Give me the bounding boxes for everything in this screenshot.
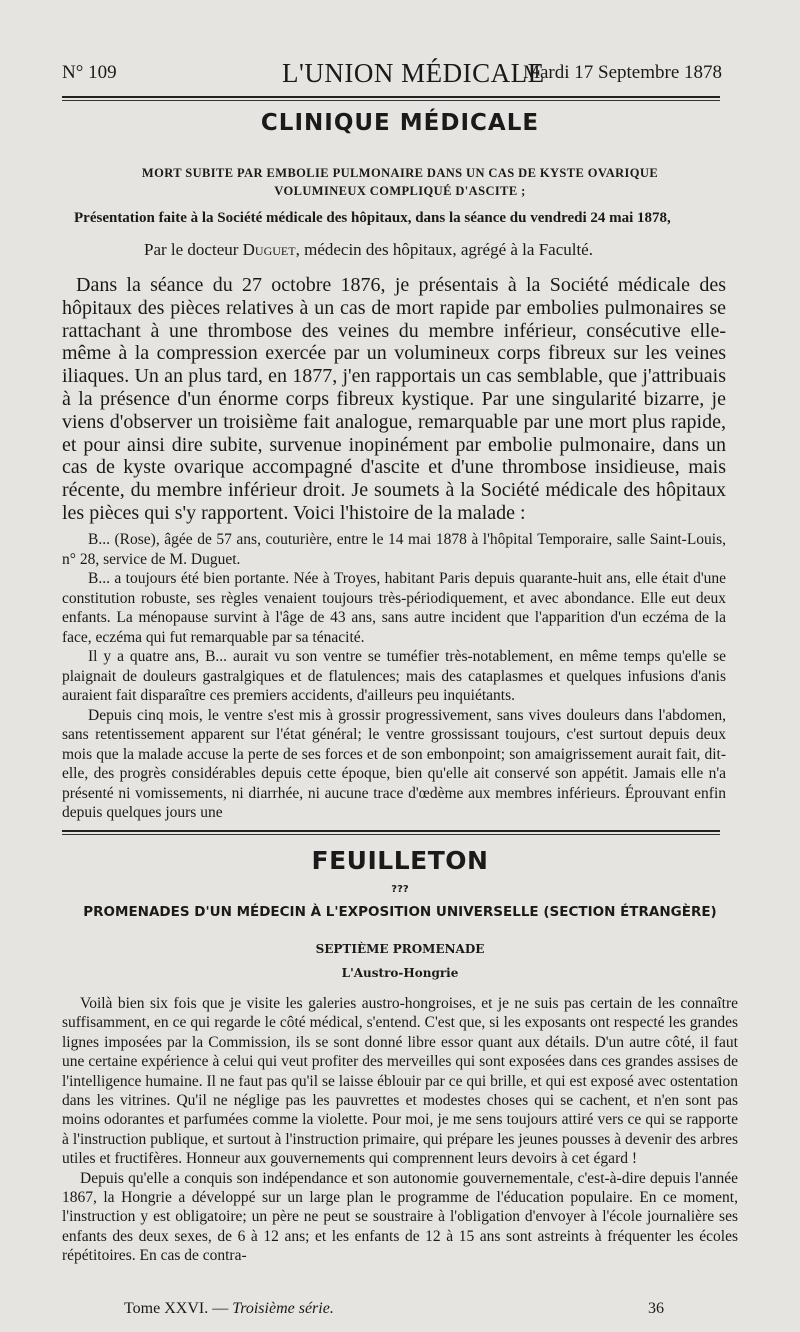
author-line [144, 240, 593, 260]
issue-date: Mardi 17 Septembre 1878 [523, 62, 722, 83]
article-title-line2: VOLUMINEUX COMPLIQUÉ D'ASCITE ; [274, 184, 526, 198]
section-title-clinique: CLINIQUE MÉDICALE [260, 110, 540, 136]
feuilleton-subtitle: SEPTIÈME PROMENADE [315, 942, 485, 956]
author-name: Duguet [242, 240, 296, 259]
footer-tome [124, 1300, 334, 1318]
page-footer [62, 1300, 738, 1324]
feuilleton-article-title: PROMENADES D'UN MÉDECIN À L'EXPOSITION UNIVERSELLE (SECTION ÉTRANGÈRE) [83, 904, 717, 920]
header-rule-thin [62, 100, 720, 101]
case-paragraph-2: B... a toujours été bien portante. Née à Troyes, habitant Paris depuis quarante-huit ans, elle était d'une constitution robuste, ses règles venaient toujours très-périodiquement, et avec abondance. Elle eut deux enfants. La ménopause survint à l'âge de 43 ans, sans autre incident que l'apparition d'un eczéma de la face, eczéma qui fut remarquable par sa ténacité. [62, 570, 726, 646]
feuilleton-separator: ??? [391, 884, 409, 895]
tome-label: Tome XXVI. — [124, 1300, 229, 1317]
author-suffix: , médecin des hôpitaux, agrégé à la Faculté. [295, 240, 593, 259]
case-history [62, 530, 726, 823]
case-paragraph-4: Depuis cinq mois, le ventre s'est mis à grossir progressivement, sans vives douleurs dans l'abdomen, sans retentissement apparent sur l'état général; le ventre grossissant toujours, c'est surtout depuis deux mois que la malade accuse la perte de ses forces et de son embonpoint; son amaigrissement aurait fait, dit-elle, des progrès considérables depuis cette époque, bien qu'elle ait conservé son appétit. Jamais elle n'a présenté ni vomissements, ni diarrhée, ni aucune trace d'œdème aux membres inférieurs. Éprouvant enfin depuis quelques jours une [62, 706, 726, 821]
author-prefix: Par le docteur [144, 240, 239, 259]
feuilleton-paragraph-1: Voilà bien six fois que je visite les galeries austro-hongroises, et je ne suis pas certain de les connaître suffisamment, en ce qui regarde le côté médical, s'entend. C'est que, si les exposants ont respecté les grandes lignes imposées par la Commission, ils se sont donné libre essor quant aux détails. D'un autre côté, il faut une certaine expérience à celui qui veut profiter des merveilles qui sont exposées dans ces grandes assises de l'intelligence humaine. Il ne faut pas qu'il se laisse éblouir par ce qui brille, et qui est exposé avec ostentation dans les vitrines. Qu'il ne néglige pas les pauvrettes et modestes choses qui se cachent, et n'en sont pas moins odorantes et parfumées comme la violette. Pour moi, je me sens toujours attiré vers ce qui se rapporte à l'instruction publique, et surtout à l'instruction primaire, qui prépare les jeunes pousses à devenir des arbres utiles et fructifères. Honneur aux gouvernements qui comprennent leurs devoirs à cet égard ! [62, 995, 738, 1168]
case-paragraph-3: Il y a quatre ans, B... aurait vu son ventre se tuméfier très-notablement, en même temps qu'elle se plaignait de douleurs gastralgiques et de flatulences; mais des cataplasmes et quelques infusions d'anis auraient fait disparaître ces premiers accidents, d'ailleurs peu inquiétants. [62, 648, 726, 704]
feuilleton-rule [62, 830, 720, 832]
page-header [62, 58, 738, 88]
case-paragraph-1: B... (Rose), âgée de 57 ans, couturière, entre le 14 mai 1878 à l'hôpital Temporaire, salle Saint-Louis, n° 28, service de M. Duguet. [62, 531, 726, 568]
feuilleton-paragraph-2: Depuis qu'elle a conquis son indépendance et son autonomie gouvernementale, c'est-à-dire depuis l'année 1867, la Hongrie a développé sur un large plan le programme de l'éducation populaire. En ce moment, l'instruction y est obligatoire; un père ne peut se soustraire à l'obligation d'envoyer à l'école journalière ses enfants des deux sexes, de 6 à 12 ans; et les enfants de 12 à 15 ans sont astreints à fréquenter les écoles répétitoires. En cas de contra- [62, 1169, 738, 1265]
feuilleton-subsubtitle: L'Austro-Hongrie [341, 966, 459, 980]
issue-number: N° 109 [62, 62, 117, 83]
intro-text [62, 274, 726, 525]
section-title-feuilleton: FEUILLETON [311, 846, 489, 875]
feuilleton-text [62, 994, 738, 1266]
intro-paragraph: Dans la séance du 27 octobre 1876, je présentais à la Société médicale des hôpitaux des pièces relatives à un cas de mort rapide par embolies pulmonaires se rattachant à une thrombose des veines du membre inférieur, consécutive elle-même à la compression exercée par un volumineux corps fibreux sur les veines iliaques. Un an plus tard, en 1877, j'en rapportais un cas semblable, que j'attribuais à la présence d'un énorme corps fibreux kystique. Par une singularité bizarre, je viens d'observer un troisième fait analogue, remarquable par une mort plus rapide, et pour ainsi dire subite, survenue inopinément par embolie pulmonaire, dans un cas de kyste ovarique accompagné d'ascite et d'une thrombose insidieuse, mais récente, du membre inférieur droit. Je soumets à la Société médicale des hôpitaux les pièces qui s'y rapportent. Voici l'histoire de la malade : [62, 274, 726, 524]
series-label: Troisième série. [232, 1300, 334, 1317]
presentation-note: Présentation faite à la Société médicale des hôpitaux, dans la séance du vendredi 24 mai 1878, [74, 210, 671, 226]
feuilleton-rule-thin [62, 834, 720, 835]
header-rule [62, 96, 720, 98]
page-number: 36 [648, 1300, 664, 1317]
article-title-line1: MORT SUBITE PAR EMBOLIE PULMONAIRE DANS UN CAS DE KYSTE OVARIQUE [141, 166, 659, 180]
journal-title: L'UNION MÉDICALE [282, 58, 545, 88]
